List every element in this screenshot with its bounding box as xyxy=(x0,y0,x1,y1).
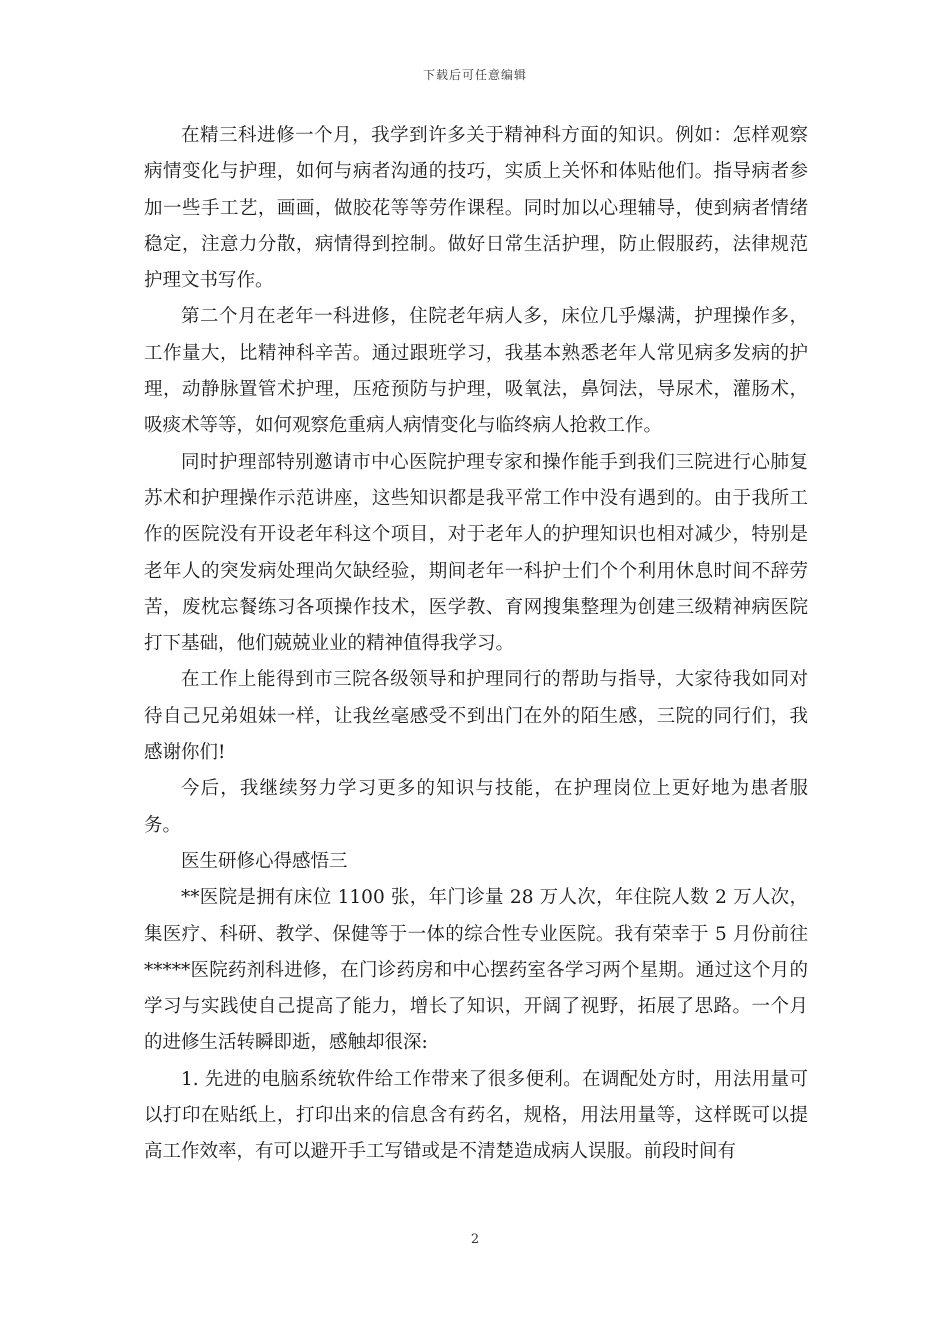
page-header: 下载后可任意编辑 xyxy=(422,68,527,82)
paragraph: **医院是拥有床位 1100 张，年门诊量 28 万人次，年住院人数 2 万人次，集医疗、科研、教学、保健等于一体的综合性专业医院。我有荣幸于 5 月份前往*****医院药剂科进修，在门诊药房和中心摆药室各学习两个星期。通过这个月的学习与实践使自己提高了能力，增长了知识，开阔了视野，拓展了思路。一个月的进修生活转瞬即逝，感触却很深: xyxy=(144,887,808,1054)
paragraph: 今后，我继续努力学习更多的知识与技能，在护理岗位上更好地为患者服务。 xyxy=(144,778,808,836)
paragraph: 在工作上能得到市三院各级领导和护理同行的帮助与指导，大家待我如同对待自己兄弟姐妹一样，让我丝毫感受不到出门在外的陌生感，三院的同行们，我感谢你们! xyxy=(144,669,808,764)
paragraph: 1. 先进的电脑系统软件给工作带来了很多便利。在调配处方时，用法用量可以打印在贴纸上，打印出来的信息含有药名，规格，用法用量等，这样既可以提高工作效率，有可以避开手工写错或是不清楚造成病人误服。前段时间有 xyxy=(144,1068,808,1163)
paragraph: 在精三科进修一个月，我学到许多关于精神科方面的知识。例如：怎样观察病情变化与护理，如何与病者沟通的技巧，实质上关怀和体贴他们。指导病者参加一些手工艺，画画，做胶花等等劳作课程。同时加以心理辅导，使到病者情绪稳定，注意力分散，病情得到控制。做好日常生活护理，防止假服药，法律规范护理文书写作。 xyxy=(144,125,808,292)
page-number: 2 xyxy=(470,1232,480,1247)
paragraph: 第二个月在老年一科进修，住院老年病人多，床位几乎爆满，护理操作多，工作量大，比精神科辛苦。通过跟班学习，我基本熟悉老年人常见病多发病的护理，动静脉置管术护理，压疮预防与护理，吸氧法，鼻饲法，导尿术，灌肠术，吸痰术等等，如何观察危重病人病情变化与临终病人抢救工作。 xyxy=(144,306,808,437)
paragraph: 同时护理部特别邀请市中心医院护理专家和操作能手到我们三院进行心肺复苏术和护理操作示范讲座，这些知识都是我平常工作中没有遇到的。由于我所工作的医院没有开设老年科这个项目，对于老年人的护理知识也相对减少，特别是老年人的突发病处理尚欠缺经验，期间老年一科护士们个个利用休息时间不辞劳苦，废枕忘餐练习各项操作技术，医学教、育网搜集整理为创建三级精神病医院打下基础，他们兢兢业业的精神值得我学习。 xyxy=(144,451,808,655)
document-body xyxy=(144,118,808,1171)
section-heading: 医生研修心得感悟三 xyxy=(181,850,348,872)
